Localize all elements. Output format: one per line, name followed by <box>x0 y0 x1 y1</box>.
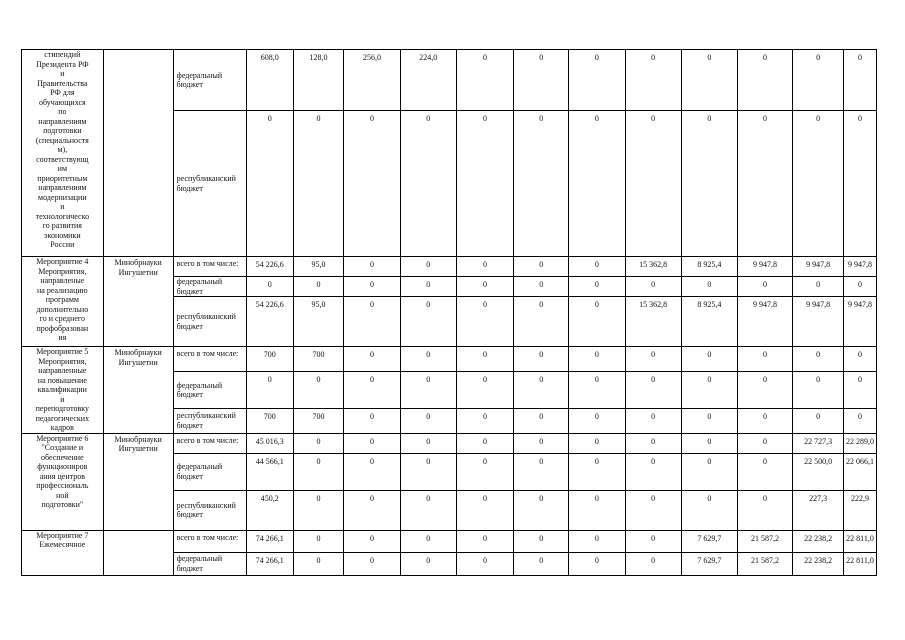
value-cell: 0 <box>681 111 737 257</box>
activity-name-line: соответствующ <box>36 154 89 164</box>
value-cell: 22 811,0 <box>844 552 877 575</box>
value-cell: 0 <box>793 409 844 433</box>
table-row <box>22 433 877 453</box>
value-cell: 0 <box>344 530 400 552</box>
value-cell: 0 <box>293 490 344 530</box>
value-cell: 0 <box>737 111 792 257</box>
value-cell: 0 <box>514 257 569 277</box>
activity-name-line: обучающихся <box>38 97 86 107</box>
activity-name-line: Ежемесячное <box>39 540 86 549</box>
activity-name-line: квалификации <box>37 385 87 394</box>
value-cell: 0 <box>844 111 877 257</box>
value-cell: 22 066,1 <box>844 453 877 490</box>
executor-cell: Минобрнауки Ингушетии <box>103 347 173 434</box>
value-cell: 0 <box>293 552 344 575</box>
value-cell: 0 <box>681 277 737 297</box>
value-cell: 0 <box>344 257 400 277</box>
activity-name-line: им <box>57 164 67 173</box>
value-cell: 0 <box>569 297 625 347</box>
value-cell: 7 629,7 <box>681 530 737 552</box>
activity-name-line: экономики <box>44 230 81 240</box>
activity-name-line: кадров <box>50 423 74 432</box>
value-cell: 700 <box>246 409 293 433</box>
value-cell: 44 566,1 <box>246 453 293 490</box>
value-cell: 0 <box>625 409 681 433</box>
value-cell: 0 <box>400 552 456 575</box>
value-cell: 0 <box>569 372 625 409</box>
executor-cell: Минобрнауки Ингушетии <box>103 433 173 530</box>
activity-name-cell <box>22 530 104 575</box>
value-cell: 0 <box>514 297 569 347</box>
value-cell: 0 <box>293 433 344 453</box>
activity-name-line: профобразован <box>36 323 89 333</box>
value-cell: 0 <box>625 433 681 453</box>
activity-name-line: Президента РФ <box>36 59 89 69</box>
value-cell: 0 <box>844 372 877 409</box>
activity-name-line: по <box>58 107 67 116</box>
value-cell: 0 <box>793 347 844 372</box>
value-cell: 0 <box>514 277 569 297</box>
value-cell: 8 925,4 <box>681 257 737 277</box>
activity-name-line: и <box>60 202 65 211</box>
value-cell: 700 <box>293 347 344 372</box>
activity-name-line: функциониров <box>37 462 88 471</box>
value-cell: 0 <box>514 111 569 257</box>
activity-name-line: на повышение <box>37 375 87 385</box>
value-cell: 0 <box>844 50 877 111</box>
value-cell: 0 <box>737 50 792 111</box>
funding-source-cell: федеральный бюджет <box>173 552 246 575</box>
value-cell: 0 <box>844 277 877 297</box>
value-cell: 0 <box>514 490 569 530</box>
funding-source-cell: федеральный бюджет <box>173 372 246 409</box>
value-cell: 0 <box>569 409 625 433</box>
activity-name-line: ия <box>58 333 67 342</box>
value-cell: 0 <box>625 530 681 552</box>
value-cell: 22 811,0 <box>844 530 877 552</box>
value-cell: 0 <box>400 111 456 257</box>
value-cell: 0 <box>293 372 344 409</box>
value-cell: 0 <box>569 111 625 257</box>
value-cell: 0 <box>793 50 844 111</box>
value-cell: 0 <box>456 111 513 257</box>
value-cell: 0 <box>246 111 293 257</box>
activity-name-line: приоритетным <box>37 173 88 183</box>
funding-source-cell: федеральный бюджет <box>173 277 246 297</box>
funding-source-cell: всего в том числе: <box>173 257 246 277</box>
value-cell: 22 238,2 <box>793 530 844 552</box>
value-cell: 9 947,8 <box>793 297 844 347</box>
value-cell: 0 <box>737 490 792 530</box>
value-cell: 0 <box>793 277 844 297</box>
activity-name-line: обеспечение <box>41 452 84 462</box>
value-cell: 0 <box>737 277 792 297</box>
value-cell: 0 <box>456 409 513 433</box>
activity-name-line: России <box>50 240 75 249</box>
value-cell: 0 <box>737 347 792 372</box>
activity-name-cell <box>22 257 104 347</box>
value-cell: 0 <box>293 277 344 297</box>
value-cell: 222,9 <box>844 490 877 530</box>
value-cell: 9 947,8 <box>844 257 877 277</box>
value-cell: 0 <box>344 277 400 297</box>
value-cell: 0 <box>514 530 569 552</box>
table-row <box>22 257 877 277</box>
activity-name-line: (специальностя <box>35 135 89 145</box>
value-cell: 0 <box>514 453 569 490</box>
value-cell: 0 <box>456 530 513 552</box>
value-cell: 0 <box>625 453 681 490</box>
value-cell: 0 <box>344 453 400 490</box>
value-cell: 0 <box>400 257 456 277</box>
value-cell: 0 <box>400 409 456 433</box>
value-cell: 0 <box>793 111 844 257</box>
value-cell: 0 <box>293 530 344 552</box>
value-cell: 74 266,1 <box>246 552 293 575</box>
activity-name-line: направленые <box>40 276 85 285</box>
value-cell: 0 <box>737 433 792 453</box>
value-cell: 0 <box>344 347 400 372</box>
value-cell: 54 226,6 <box>246 297 293 347</box>
activity-name-cell <box>22 50 104 257</box>
value-cell: 0 <box>456 50 513 111</box>
value-cell: 0 <box>456 453 513 490</box>
value-cell: 0 <box>625 490 681 530</box>
value-cell: 0 <box>737 409 792 433</box>
value-cell: 0 <box>569 490 625 530</box>
value-cell: 22 727,3 <box>793 433 844 453</box>
activity-name-line: ания центров <box>39 471 85 481</box>
value-cell: 0 <box>569 453 625 490</box>
activity-name-line: стипендий <box>44 50 81 59</box>
value-cell: 0 <box>625 277 681 297</box>
value-cell: 0 <box>400 372 456 409</box>
table-row <box>22 530 877 552</box>
activity-name-line: Правительства <box>37 78 88 88</box>
value-cell: 0 <box>844 347 877 372</box>
activity-name-cell <box>22 433 104 530</box>
value-cell: 700 <box>246 347 293 372</box>
funding-source-cell: всего в том числе: <box>173 530 246 552</box>
table-row <box>22 50 877 111</box>
budget-table <box>21 49 877 576</box>
value-cell: 0 <box>681 409 737 433</box>
value-cell: 9 947,8 <box>793 257 844 277</box>
value-cell: 7 629,7 <box>681 552 737 575</box>
value-cell: 0 <box>737 372 792 409</box>
value-cell: 128,0 <box>293 50 344 111</box>
activity-name-line: Мероприятие 6 <box>36 433 89 443</box>
value-cell: 0 <box>344 111 400 257</box>
activity-name-line: подготовки" <box>41 500 84 509</box>
value-cell: 0 <box>844 409 877 433</box>
activity-name-line: го и среднего <box>39 314 85 323</box>
activity-name-line: подготовки <box>43 126 82 135</box>
value-cell: 22 238,2 <box>793 552 844 575</box>
value-cell: 0 <box>400 297 456 347</box>
funding-source-cell: республиканский бюджет <box>173 297 246 347</box>
value-cell: 15 362,8 <box>625 297 681 347</box>
funding-source-cell: республиканский бюджет <box>173 111 246 257</box>
value-cell: 21 587,2 <box>737 552 792 575</box>
value-cell: 9 947,8 <box>844 297 877 347</box>
activity-name-line: переподготовку <box>35 404 90 413</box>
value-cell: 0 <box>456 257 513 277</box>
value-cell: 54 226,6 <box>246 257 293 277</box>
activity-name-line: "Создание и <box>41 443 84 452</box>
value-cell: 0 <box>456 372 513 409</box>
value-cell: 0 <box>793 372 844 409</box>
activity-name-cell <box>22 347 104 434</box>
value-cell: 0 <box>514 409 569 433</box>
value-cell: 0 <box>344 552 400 575</box>
value-cell: 0 <box>514 552 569 575</box>
value-cell: 256,0 <box>344 50 400 111</box>
value-cell: 0 <box>456 552 513 575</box>
value-cell: 0 <box>456 433 513 453</box>
value-cell: 0 <box>625 347 681 372</box>
value-cell: 0 <box>344 297 400 347</box>
value-cell: 9 947,8 <box>737 257 792 277</box>
funding-source-cell: республиканский бюджет <box>173 409 246 433</box>
activity-name-line: Мероприятие 4 <box>36 257 89 266</box>
activity-name-line: Мероприятие 7 <box>36 530 89 540</box>
value-cell: 0 <box>293 111 344 257</box>
activity-name-line: го развития <box>42 221 82 230</box>
activity-name-line: Мероприятия, <box>38 266 87 276</box>
value-cell: 0 <box>625 552 681 575</box>
value-cell: 227,3 <box>793 490 844 530</box>
value-cell: 0 <box>514 433 569 453</box>
value-cell: 0 <box>344 490 400 530</box>
value-cell: 0 <box>569 257 625 277</box>
table-body <box>22 50 877 576</box>
value-cell: 0 <box>625 111 681 257</box>
value-cell: 224,0 <box>400 50 456 111</box>
value-cell: 608,0 <box>246 50 293 111</box>
funding-source-cell: федеральный бюджет <box>173 453 246 490</box>
value-cell: 0 <box>569 50 625 111</box>
activity-name-line: дополнительно <box>36 304 89 314</box>
value-cell: 0 <box>569 347 625 372</box>
activity-name-line: на реализацию <box>37 285 88 295</box>
value-cell: 0 <box>681 347 737 372</box>
activity-name-line: программ <box>45 295 79 304</box>
value-cell: 0 <box>514 372 569 409</box>
activity-name-line: и <box>60 394 65 404</box>
value-cell: 0 <box>246 277 293 297</box>
value-cell: 0 <box>400 530 456 552</box>
value-cell: 0 <box>569 433 625 453</box>
funding-source-cell: республиканский бюджет <box>173 490 246 530</box>
value-cell: 0 <box>400 347 456 372</box>
value-cell: 8 925,4 <box>681 297 737 347</box>
value-cell: 0 <box>625 50 681 111</box>
value-cell: 21 587,2 <box>737 530 792 552</box>
value-cell: 22 289,0 <box>844 433 877 453</box>
value-cell: 0 <box>456 297 513 347</box>
value-cell: 95,0 <box>293 297 344 347</box>
value-cell: 0 <box>400 433 456 453</box>
activity-name-line: модернизации <box>38 192 87 202</box>
value-cell: 45 016,3 <box>246 433 293 453</box>
value-cell: 0 <box>246 372 293 409</box>
value-cell: 0 <box>344 433 400 453</box>
executor-cell <box>103 530 173 575</box>
value-cell: 0 <box>514 50 569 111</box>
value-cell: 0 <box>400 277 456 297</box>
executor-cell: Минобрнауки Ингушетии <box>103 257 173 347</box>
value-cell: 0 <box>569 530 625 552</box>
value-cell: 74 266,1 <box>246 530 293 552</box>
activity-name-line: ной <box>56 490 69 500</box>
activity-name-line: технологическо <box>35 211 90 221</box>
value-cell: 0 <box>681 490 737 530</box>
value-cell: 450,2 <box>246 490 293 530</box>
value-cell: 22 500,0 <box>793 453 844 490</box>
value-cell: 0 <box>456 490 513 530</box>
activity-name-line: Мероприятия, <box>38 356 87 366</box>
table-row <box>22 347 877 372</box>
value-cell: 15 362,8 <box>625 257 681 277</box>
value-cell: 0 <box>569 552 625 575</box>
activity-name-line: направлениям <box>38 116 87 126</box>
activity-name-line: профессиональ <box>36 481 89 490</box>
value-cell: 0 <box>456 277 513 297</box>
value-cell: 0 <box>681 453 737 490</box>
activity-name-line: направленные <box>38 366 87 375</box>
value-cell: 0 <box>737 453 792 490</box>
value-cell: 9 947,8 <box>737 297 792 347</box>
funding-source-cell: всего в том числе: <box>173 433 246 453</box>
value-cell: 0 <box>681 372 737 409</box>
value-cell: 700 <box>293 409 344 433</box>
value-cell: 0 <box>344 372 400 409</box>
value-cell: 0 <box>681 50 737 111</box>
value-cell: 0 <box>456 347 513 372</box>
activity-name-line: направлениям <box>38 183 87 192</box>
value-cell: 95,0 <box>293 257 344 277</box>
value-cell: 0 <box>681 433 737 453</box>
funding-source-cell: всего в том числе: <box>173 347 246 372</box>
value-cell: 0 <box>514 347 569 372</box>
executor-cell <box>103 50 173 257</box>
value-cell: 0 <box>400 490 456 530</box>
value-cell: 0 <box>400 453 456 490</box>
value-cell: 0 <box>344 409 400 433</box>
activity-name-line: педагогических <box>35 413 90 423</box>
activity-name-line: Мероприятие 5 <box>36 347 89 356</box>
value-cell: 0 <box>625 372 681 409</box>
funding-source-cell: федеральный бюджет <box>173 50 246 111</box>
value-cell: 0 <box>569 277 625 297</box>
activity-name-line: м), <box>57 145 68 154</box>
value-cell: 0 <box>293 453 344 490</box>
activity-name-line: и <box>60 69 65 78</box>
activity-name-line: РФ для <box>50 88 75 97</box>
